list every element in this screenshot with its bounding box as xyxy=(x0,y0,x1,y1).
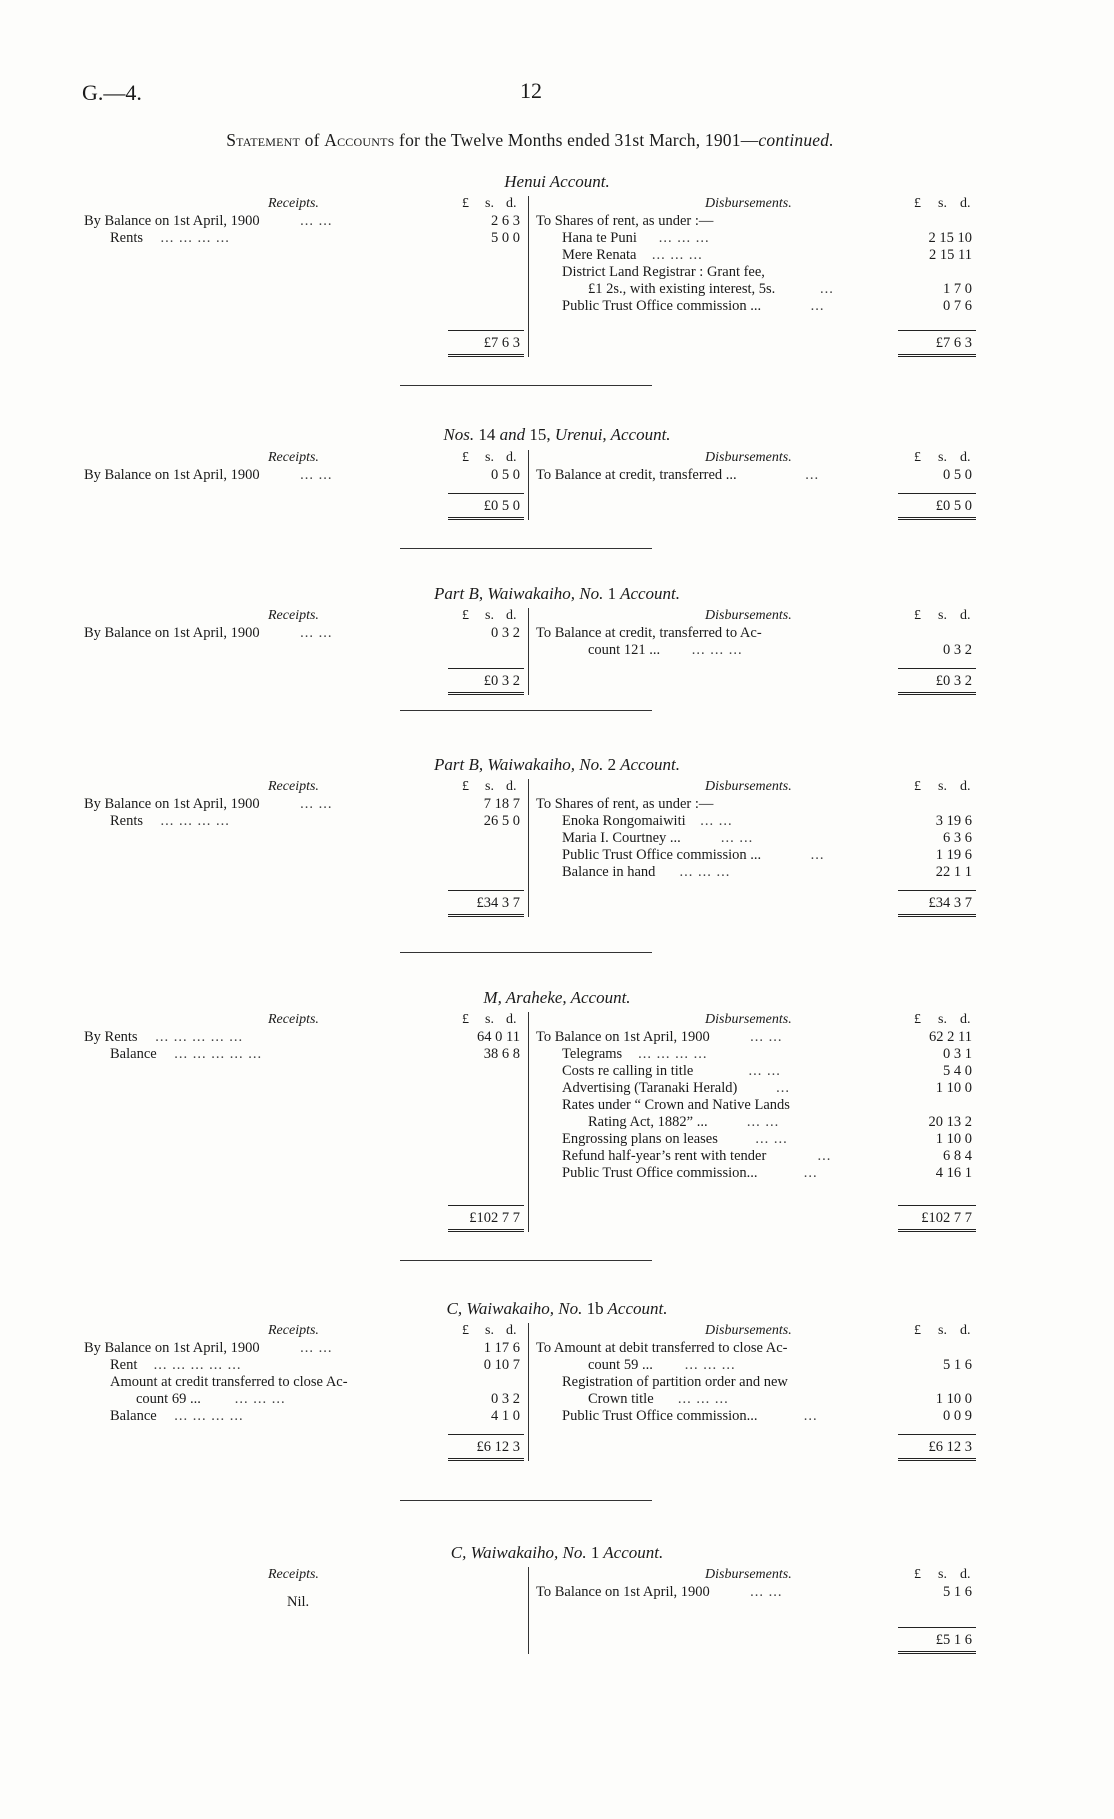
unit-d: d. xyxy=(506,450,517,465)
account-title-part: Urenui, Account. xyxy=(554,425,671,444)
title-of: of xyxy=(300,130,325,150)
unit-s: s. xyxy=(485,450,494,465)
disbursement-amount: 5 1 6 xyxy=(943,1584,972,1600)
total-rule xyxy=(898,890,976,891)
account-title-part: Account. xyxy=(607,1299,668,1318)
disbursement-line: Mere Renata xyxy=(562,247,637,263)
unit-d: d. xyxy=(506,1012,517,1027)
disbursement-amount: 0 3 2 xyxy=(943,642,972,658)
unit-d: d. xyxy=(506,608,517,623)
unit-s: s. xyxy=(938,1323,947,1338)
total-double-rule xyxy=(898,1458,976,1461)
disbursement-line: Costs re calling in title xyxy=(562,1063,694,1079)
account-title-part: 1 xyxy=(590,1543,600,1562)
dot-leader: ... ... ... ... xyxy=(160,813,230,829)
account-title-part: Nos. xyxy=(443,425,475,444)
receipt-line: By Balance on 1st April, 1900 xyxy=(84,1340,260,1356)
total-double-rule xyxy=(448,1458,524,1461)
unit-pound: £ xyxy=(462,1323,469,1338)
unit-pound: £ xyxy=(914,1567,921,1582)
dot-leader: ... ... xyxy=(746,1114,780,1130)
total-rule xyxy=(898,1434,976,1435)
receipt-amount: 2 6 3 xyxy=(491,213,520,229)
disbursement-line: Public Trust Office commission... xyxy=(562,1408,758,1424)
title-accounts: Accounts xyxy=(324,130,395,150)
disbursements-heading: Disbursements. xyxy=(705,1012,792,1027)
disbursement-line: Public Trust Office commission ... xyxy=(562,847,762,863)
unit-s: s. xyxy=(938,450,947,465)
dot-leader: ... ... ... xyxy=(684,1357,736,1373)
account-title-part: Part B, Waiwakaiho, No. xyxy=(433,755,604,774)
disbursement-line: count 59 ... xyxy=(588,1357,653,1373)
column-divider xyxy=(528,196,529,357)
receipt-line: Rents xyxy=(110,230,144,246)
receipt-line: By Rents xyxy=(84,1029,138,1045)
receipts-heading: Receipts. xyxy=(268,1567,319,1582)
disbursements-total: £6 12 3 xyxy=(928,1439,972,1455)
dot-leader: ... ... ... xyxy=(677,1391,729,1407)
receipts-total: £0 5 0 xyxy=(483,498,520,514)
disbursement-line: count 121 ... xyxy=(588,642,661,658)
column-divider xyxy=(528,779,529,917)
total-double-rule xyxy=(448,1229,524,1232)
account-title-part: C, Waiwakaiho, No. xyxy=(450,1543,587,1562)
total-double-rule xyxy=(898,692,976,695)
unit-pound: £ xyxy=(914,1012,921,1027)
unit-pound: £ xyxy=(462,608,469,623)
disbursement-amount: 0 0 9 xyxy=(943,1408,972,1424)
disbursements-total: £34 3 7 xyxy=(928,895,972,911)
disbursement-amount: 22 1 1 xyxy=(935,864,972,880)
title-continued: continued. xyxy=(758,130,834,150)
disbursement-amount: 1 10 0 xyxy=(935,1131,972,1147)
unit-d: d. xyxy=(960,608,971,623)
dot-leader: ... ... xyxy=(750,1029,783,1045)
section-separator xyxy=(400,710,652,711)
unit-d: d. xyxy=(960,1567,971,1582)
column-divider xyxy=(528,450,529,520)
dot-leader: ... ... xyxy=(700,813,733,829)
receipts-heading: Receipts. xyxy=(268,1323,319,1338)
page-number: 12 xyxy=(520,78,542,103)
dot-leader: ... ... ... xyxy=(679,864,731,880)
disbursement-amount: 6 8 4 xyxy=(943,1148,972,1164)
receipts-nil: Nil. xyxy=(287,1594,310,1610)
disbursement-amount: 1 19 6 xyxy=(935,847,972,863)
disbursements-total: £5 1 6 xyxy=(935,1632,972,1648)
unit-s: s. xyxy=(938,1567,947,1582)
receipt-amount: 1 17 6 xyxy=(483,1340,520,1356)
receipt-line: Rent xyxy=(110,1357,138,1373)
receipts-heading: Receipts. xyxy=(268,450,319,465)
total-double-rule xyxy=(898,1229,976,1232)
total-double-rule xyxy=(898,1651,976,1654)
disbursement-amount: 1 10 0 xyxy=(935,1391,972,1407)
receipt-line: Balance xyxy=(110,1046,157,1062)
receipt-line: Amount at credit transferred to close Ac- xyxy=(110,1374,348,1390)
disbursements-heading: Disbursements. xyxy=(705,779,792,794)
dot-leader: ... xyxy=(776,1080,790,1096)
disbursement-amount: 2 15 11 xyxy=(929,247,972,263)
disbursement-line: To Balance on 1st April, 1900 xyxy=(536,1584,710,1600)
receipts-total: £0 3 2 xyxy=(483,673,520,689)
disbursement-line: Engrossing plans on leases xyxy=(562,1131,718,1147)
account-title xyxy=(0,1543,1114,1563)
disbursement-line: Public Trust Office commission... xyxy=(562,1165,758,1181)
disbursement-amount: 6 3 6 xyxy=(943,830,972,846)
account-title-part: 2 xyxy=(607,755,617,774)
disbursement-line: Hana te Puni xyxy=(562,230,637,246)
account-title-part: Part B, Waiwakaiho, No. xyxy=(433,584,604,603)
dot-leader: ... ... xyxy=(300,213,333,229)
unit-s: s. xyxy=(938,608,947,623)
unit-pound: £ xyxy=(462,450,469,465)
title-statement: Statement xyxy=(226,130,301,150)
disbursement-amount: 1 7 0 xyxy=(943,281,972,297)
disbursement-amount: 3 19 6 xyxy=(935,813,972,829)
unit-pound: £ xyxy=(914,196,921,211)
account-title-part: 15, xyxy=(529,425,551,444)
dot-leader: ... ... xyxy=(300,467,333,483)
column-divider xyxy=(528,1012,529,1232)
page-ref: G.—4. xyxy=(82,80,142,105)
unit-pound: £ xyxy=(914,450,921,465)
column-divider xyxy=(528,608,529,695)
dot-leader: ... xyxy=(810,847,825,863)
dot-leader: ... xyxy=(810,298,825,314)
disbursement-amount: 1 10 0 xyxy=(935,1080,972,1096)
dot-leader: ... ... ... xyxy=(658,230,710,246)
dot-leader: ... xyxy=(820,281,834,297)
receipts-heading: Receipts. xyxy=(268,779,319,794)
disbursements-heading: Disbursements. xyxy=(705,196,792,211)
unit-d: d. xyxy=(506,196,517,211)
account-title xyxy=(0,755,1114,775)
dot-leader: ... ... xyxy=(748,1063,781,1079)
disbursement-line: Maria I. Courtney ... xyxy=(562,830,681,846)
disbursement-line: To Shares of rent, as under :— xyxy=(536,213,714,229)
total-double-rule xyxy=(898,914,976,917)
unit-pound: £ xyxy=(914,1323,921,1338)
account-title-part: M, Araheke, Account. xyxy=(483,988,631,1007)
account-title-part: C, Waiwakaiho, No. xyxy=(446,1299,583,1318)
receipt-amount: 4 1 0 xyxy=(491,1408,520,1424)
disbursement-line: Registration of partition order and new xyxy=(562,1374,788,1390)
disbursement-amount: 62 2 11 xyxy=(929,1029,972,1045)
unit-d: d. xyxy=(960,779,971,794)
receipt-amount: 0 3 2 xyxy=(491,625,520,641)
disbursement-amount: 0 5 0 xyxy=(943,467,972,483)
section-separator xyxy=(400,952,652,953)
disbursements-total: £102 7 7 xyxy=(921,1210,972,1226)
unit-s: s. xyxy=(485,608,494,623)
page-title xyxy=(0,130,1060,151)
receipts-heading: Receipts. xyxy=(268,196,319,211)
account-title xyxy=(0,988,1114,1008)
disbursement-line: Telegrams xyxy=(562,1046,623,1062)
receipt-amount: 0 3 2 xyxy=(491,1391,520,1407)
total-double-rule xyxy=(448,517,524,520)
receipts-total: £7 6 3 xyxy=(483,335,520,351)
unit-s: s. xyxy=(485,196,494,211)
receipt-amount: 0 5 0 xyxy=(491,467,520,483)
disbursement-amount: 5 4 0 xyxy=(943,1063,972,1079)
dot-leader: ... ... ... ... ... xyxy=(174,1046,263,1062)
total-double-rule xyxy=(448,914,524,917)
disbursements-heading: Disbursements. xyxy=(705,1567,792,1582)
receipt-line: count 69 ... xyxy=(136,1391,201,1407)
disbursement-line: To Balance on 1st April, 1900 xyxy=(536,1029,710,1045)
disbursements-heading: Disbursements. xyxy=(705,450,792,465)
account-title-part: 14 xyxy=(478,425,496,444)
disbursement-line: Rates under “ Crown and Native Lands xyxy=(562,1097,790,1113)
receipts-total: £6 12 3 xyxy=(476,1439,520,1455)
unit-s: s. xyxy=(938,779,947,794)
dot-leader: ... ... xyxy=(720,830,754,846)
total-rule xyxy=(448,668,524,669)
account-title xyxy=(0,172,1114,192)
receipt-amount: 26 5 0 xyxy=(483,813,520,829)
section-separator xyxy=(400,385,652,386)
receipt-line: By Balance on 1st April, 1900 xyxy=(84,796,260,812)
receipt-amount: 64 0 11 xyxy=(477,1029,520,1045)
account-title xyxy=(0,1299,1114,1319)
account-title-part: Account. xyxy=(603,1543,664,1562)
dot-leader: ... xyxy=(817,1148,832,1164)
dot-leader: ... ... xyxy=(755,1131,788,1147)
total-rule xyxy=(448,1205,524,1206)
total-rule xyxy=(898,1627,976,1628)
receipt-line: By Balance on 1st April, 1900 xyxy=(84,625,260,641)
disbursement-line: To Shares of rent, as under :— xyxy=(536,796,714,812)
total-rule xyxy=(898,493,976,494)
disbursement-amount: 20 13 2 xyxy=(928,1114,972,1130)
disbursement-line: To Balance at credit, transferred to Ac- xyxy=(536,625,762,641)
unit-s: s. xyxy=(938,196,947,211)
disbursements-heading: Disbursements. xyxy=(705,1323,792,1338)
disbursement-line: Refund half-year’s rent with tender xyxy=(562,1148,767,1164)
dot-leader: ... ... ... xyxy=(234,1391,286,1407)
dot-leader: ... ... xyxy=(300,796,333,812)
disbursement-line: Rating Act, 1882” ... xyxy=(588,1114,708,1130)
dot-leader: ... xyxy=(805,467,820,483)
disbursement-line: £1 2s., with existing interest, 5s. xyxy=(588,281,776,297)
disbursement-line: Balance in hand xyxy=(562,864,656,880)
section-separator xyxy=(400,1260,652,1261)
total-double-rule xyxy=(898,354,976,357)
total-rule xyxy=(898,668,976,669)
disbursement-line: To Amount at debit transferred to close Ac- xyxy=(536,1340,788,1356)
disbursement-line: Public Trust Office commission ... xyxy=(562,298,762,314)
dot-leader: ... ... ... ... ... xyxy=(153,1357,242,1373)
disbursement-amount: 0 3 1 xyxy=(943,1046,972,1062)
unit-d: d. xyxy=(506,779,517,794)
unit-pound: £ xyxy=(914,608,921,623)
account-title xyxy=(0,425,1114,445)
disbursement-amount: 2 15 10 xyxy=(928,230,972,246)
dot-leader: ... ... xyxy=(750,1584,783,1600)
disbursement-line: To Balance at credit, transferred ... xyxy=(536,467,737,483)
total-rule xyxy=(448,493,524,494)
receipt-amount: 5 0 0 xyxy=(491,230,520,246)
disbursement-amount: 4 16 1 xyxy=(935,1165,972,1181)
receipt-line: Balance xyxy=(110,1408,157,1424)
account-title-part: 1b xyxy=(586,1299,604,1318)
receipt-amount: 7 18 7 xyxy=(483,796,520,812)
unit-d: d. xyxy=(960,1323,971,1338)
disbursement-amount: 5 1 6 xyxy=(943,1357,972,1373)
dot-leader: ... ... ... ... ... xyxy=(155,1029,244,1045)
column-divider xyxy=(528,1323,529,1461)
unit-pound: £ xyxy=(462,196,469,211)
unit-pound: £ xyxy=(462,1012,469,1027)
total-double-rule xyxy=(898,517,976,520)
dot-leader: ... ... xyxy=(300,1340,333,1356)
unit-d: d. xyxy=(960,196,971,211)
disbursement-line: District Land Registrar : Grant fee, xyxy=(562,264,765,280)
section-separator xyxy=(400,548,652,549)
receipts-heading: Receipts. xyxy=(268,608,319,623)
dot-leader: ... xyxy=(803,1165,818,1181)
disbursement-line: Enoka Rongomaiwiti xyxy=(562,813,686,829)
total-rule xyxy=(448,330,524,331)
unit-d: d. xyxy=(506,1323,517,1338)
total-rule xyxy=(898,330,976,331)
dot-leader: ... ... ... ... xyxy=(174,1408,244,1424)
total-double-rule xyxy=(448,692,524,695)
unit-s: s. xyxy=(485,1323,494,1338)
total-rule xyxy=(448,890,524,891)
account-title-part: Henui Account. xyxy=(504,172,610,191)
disbursement-line: Crown title xyxy=(588,1391,654,1407)
disbursements-total: £0 3 2 xyxy=(935,673,972,689)
dot-leader: ... ... ... xyxy=(651,247,703,263)
disbursements-heading: Disbursements. xyxy=(705,608,792,623)
total-double-rule xyxy=(448,354,524,357)
title-rest: for the Twelve Months ended 31st March, 1901— xyxy=(394,130,759,150)
total-rule xyxy=(898,1205,976,1206)
receipt-line: Rents xyxy=(110,813,144,829)
dot-leader: ... ... ... ... xyxy=(160,230,230,246)
unit-s: s. xyxy=(485,779,494,794)
disbursements-total: £0 5 0 xyxy=(935,498,972,514)
unit-pound: £ xyxy=(462,779,469,794)
unit-d: d. xyxy=(960,450,971,465)
unit-s: s. xyxy=(485,1012,494,1027)
receipt-line: By Balance on 1st April, 1900 xyxy=(84,467,260,483)
disbursement-line: Advertising (Taranaki Herald) xyxy=(562,1080,738,1096)
dot-leader: ... ... ... xyxy=(691,642,743,658)
unit-pound: £ xyxy=(914,779,921,794)
total-rule xyxy=(448,1434,524,1435)
receipt-line: By Balance on 1st April, 1900 xyxy=(84,213,260,229)
dot-leader: ... ... xyxy=(300,625,333,641)
disbursements-total: £7 6 3 xyxy=(935,335,972,351)
column-divider xyxy=(528,1567,529,1654)
receipts-heading: Receipts. xyxy=(268,1012,319,1027)
dot-leader: ... ... ... ... xyxy=(638,1046,708,1062)
account-title xyxy=(0,584,1114,604)
receipts-total: £34 3 7 xyxy=(476,895,520,911)
section-separator xyxy=(400,1500,652,1501)
receipt-amount: 0 10 7 xyxy=(483,1357,520,1373)
account-title-part: Account. xyxy=(620,755,681,774)
unit-d: d. xyxy=(960,1012,971,1027)
receipts-total: £102 7 7 xyxy=(469,1210,520,1226)
account-title-part: 1 xyxy=(607,584,617,603)
account-title-part: Account. xyxy=(620,584,681,603)
receipt-amount: 38 6 8 xyxy=(483,1046,520,1062)
disbursement-amount: 0 7 6 xyxy=(943,298,972,314)
account-title-part: and xyxy=(499,425,526,444)
unit-s: s. xyxy=(938,1012,947,1027)
dot-leader: ... xyxy=(803,1408,818,1424)
